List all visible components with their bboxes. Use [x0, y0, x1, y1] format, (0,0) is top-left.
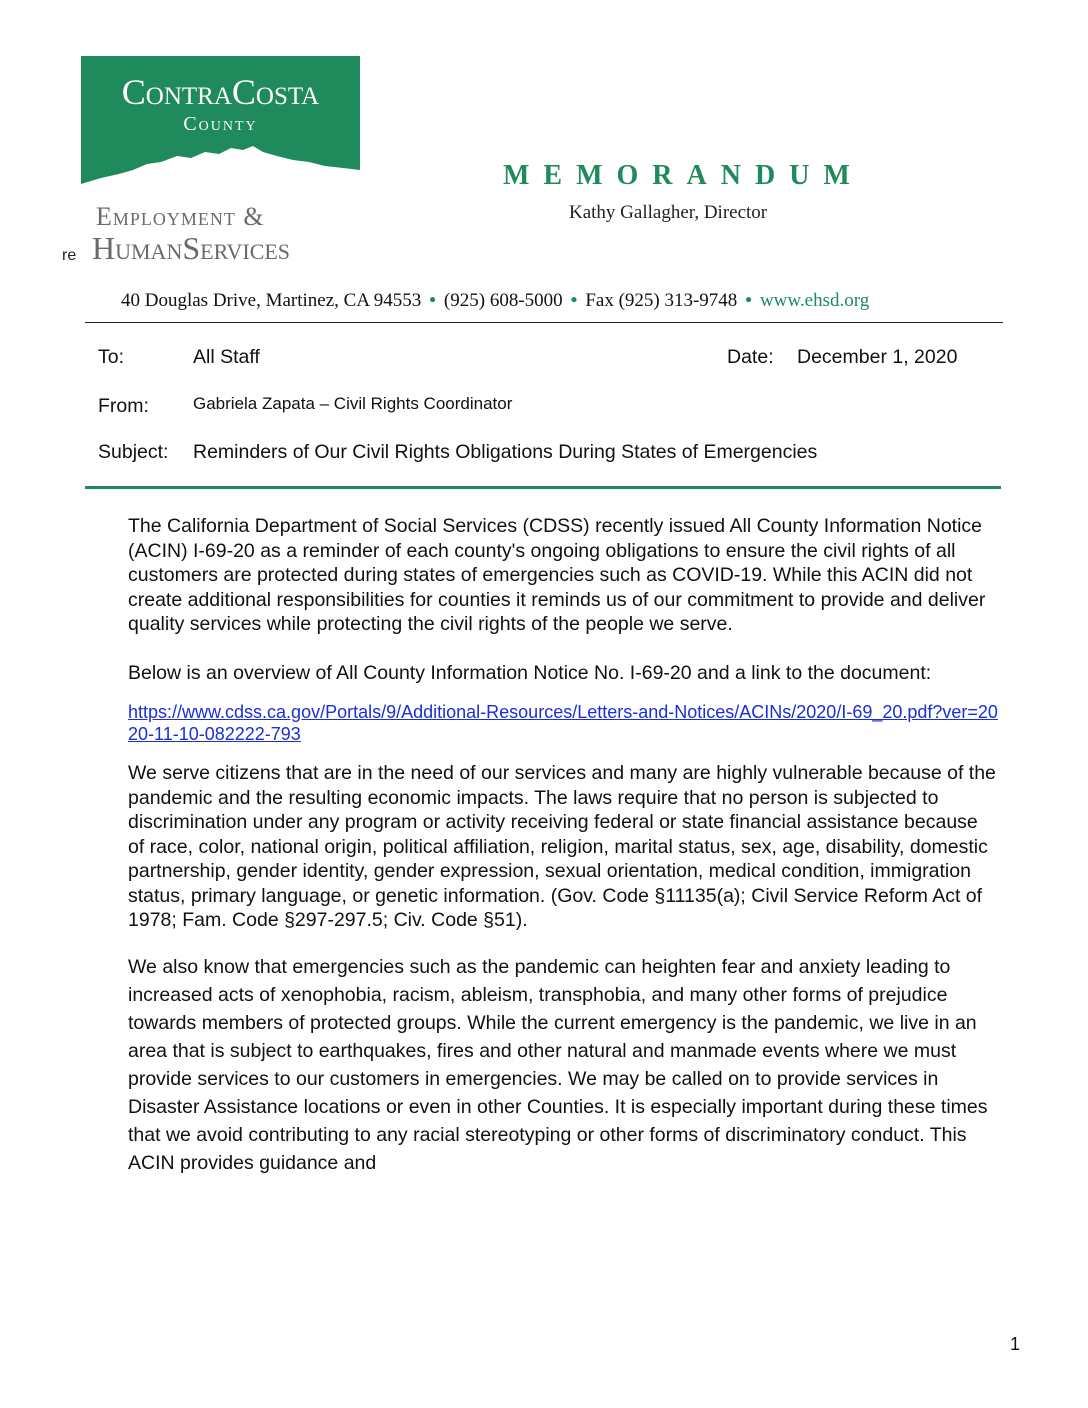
to-label: To:	[98, 346, 125, 368]
body-paragraph: Below is an overview of All County Information Notice No. I-69-20 and a link to the document:	[128, 661, 932, 684]
date-label: Date:	[727, 346, 774, 368]
director-name: Kathy Gallagher, Director	[569, 202, 768, 223]
county-logo	[81, 56, 360, 196]
website-link[interactable]: www.ehsd.org	[759, 290, 870, 311]
header-divider	[85, 322, 1003, 323]
date-value: December 1, 2020	[797, 346, 958, 368]
logo-contra-costa-text: ContraCosta	[121, 72, 320, 112]
phone-number: (925) 608-5000	[443, 290, 563, 311]
address-line	[121, 290, 869, 312]
logo-employment-text: Employment &	[96, 202, 265, 231]
body-paragraph: We serve citizens that are in the need of our services and many are highly vulnerable because of the pandemic and the resulting economic impacts. The laws require that no person is subjected to discrimination under any program or activity receiving federal or state financial assistance because of race, color, national origin, political affiliation, religion, marital status, sex, age, disability, domestic partnership, gender identity, gender expression, sexual orientation, medical condition, immigration status, primary language, or genetic information. (Gov. Code §11135(a); Civil Service Reform Act of 1978; Fam. Code §297-297.5; Civ. Code §51).	[128, 762, 996, 931]
from-label: From:	[98, 395, 149, 417]
section-divider	[85, 486, 1001, 489]
logo-human-services-text: HumanServices	[92, 230, 291, 266]
memorandum-title: MEMORANDUM	[503, 160, 864, 191]
body-paragraph: We also know that emergencies such as the pandemic can heighten fear and anxiety leading to increased acts of xenophobia, racism, ableism, transphobia, and many other forms of prejudice towards members of protected groups. While the current emergency is the pandemic, we live in an area that is subject to earthquakes, fires and other natural and manmade events where we must provide services to our customers in emergencies. We may be called on to provide services in Disaster Assistance locations or even in other Counties. It is especially important during these times that we avoid contributing to any racial stereotyping or other forms of discriminatory conduct. This ACIN provides guidance and	[128, 955, 988, 1174]
acin-document-link[interactable]: https://www.cdss.ca.gov/Portals/9/Additional-Resources/Letters-and-Notices/ACINs/2020/I-69_20.pdf?ver=2020-11-10-082222-793	[128, 702, 998, 744]
to-value: All Staff	[193, 346, 260, 368]
mountain-icon	[81, 144, 360, 196]
subject-label: Subject:	[98, 441, 169, 463]
from-value: Gabriela Zapata – Civil Rights Coordinator	[193, 394, 513, 413]
fax-number: Fax (925) 313-9748	[585, 290, 738, 311]
stray-text: re	[62, 247, 77, 264]
body-paragraph: The California Department of Social Services (CDSS) recently issued All County Information Notice (ACIN) I-69-20 as a reminder of each county's ongoing obligations to ensure the civil rights of all customers are protected during states of emergencies such as COVID-19. While this ACIN did not create additional responsibilities for counties it reminds us of our commitment to provide and deliver quality services while protecting the civil rights of the people we serve.	[128, 515, 986, 635]
logo-county-text: County	[183, 113, 258, 135]
memo-body	[128, 514, 998, 1177]
bullet-icon: •	[429, 290, 436, 311]
street-address: 40 Douglas Drive, Martinez, CA 94553	[121, 290, 422, 311]
page-number: 1	[1010, 1334, 1021, 1354]
subject-value: Reminders of Our Civil Rights Obligations During States of Emergencies	[193, 441, 818, 463]
bullet-icon: •	[570, 290, 578, 311]
bullet-icon: •	[745, 290, 752, 311]
